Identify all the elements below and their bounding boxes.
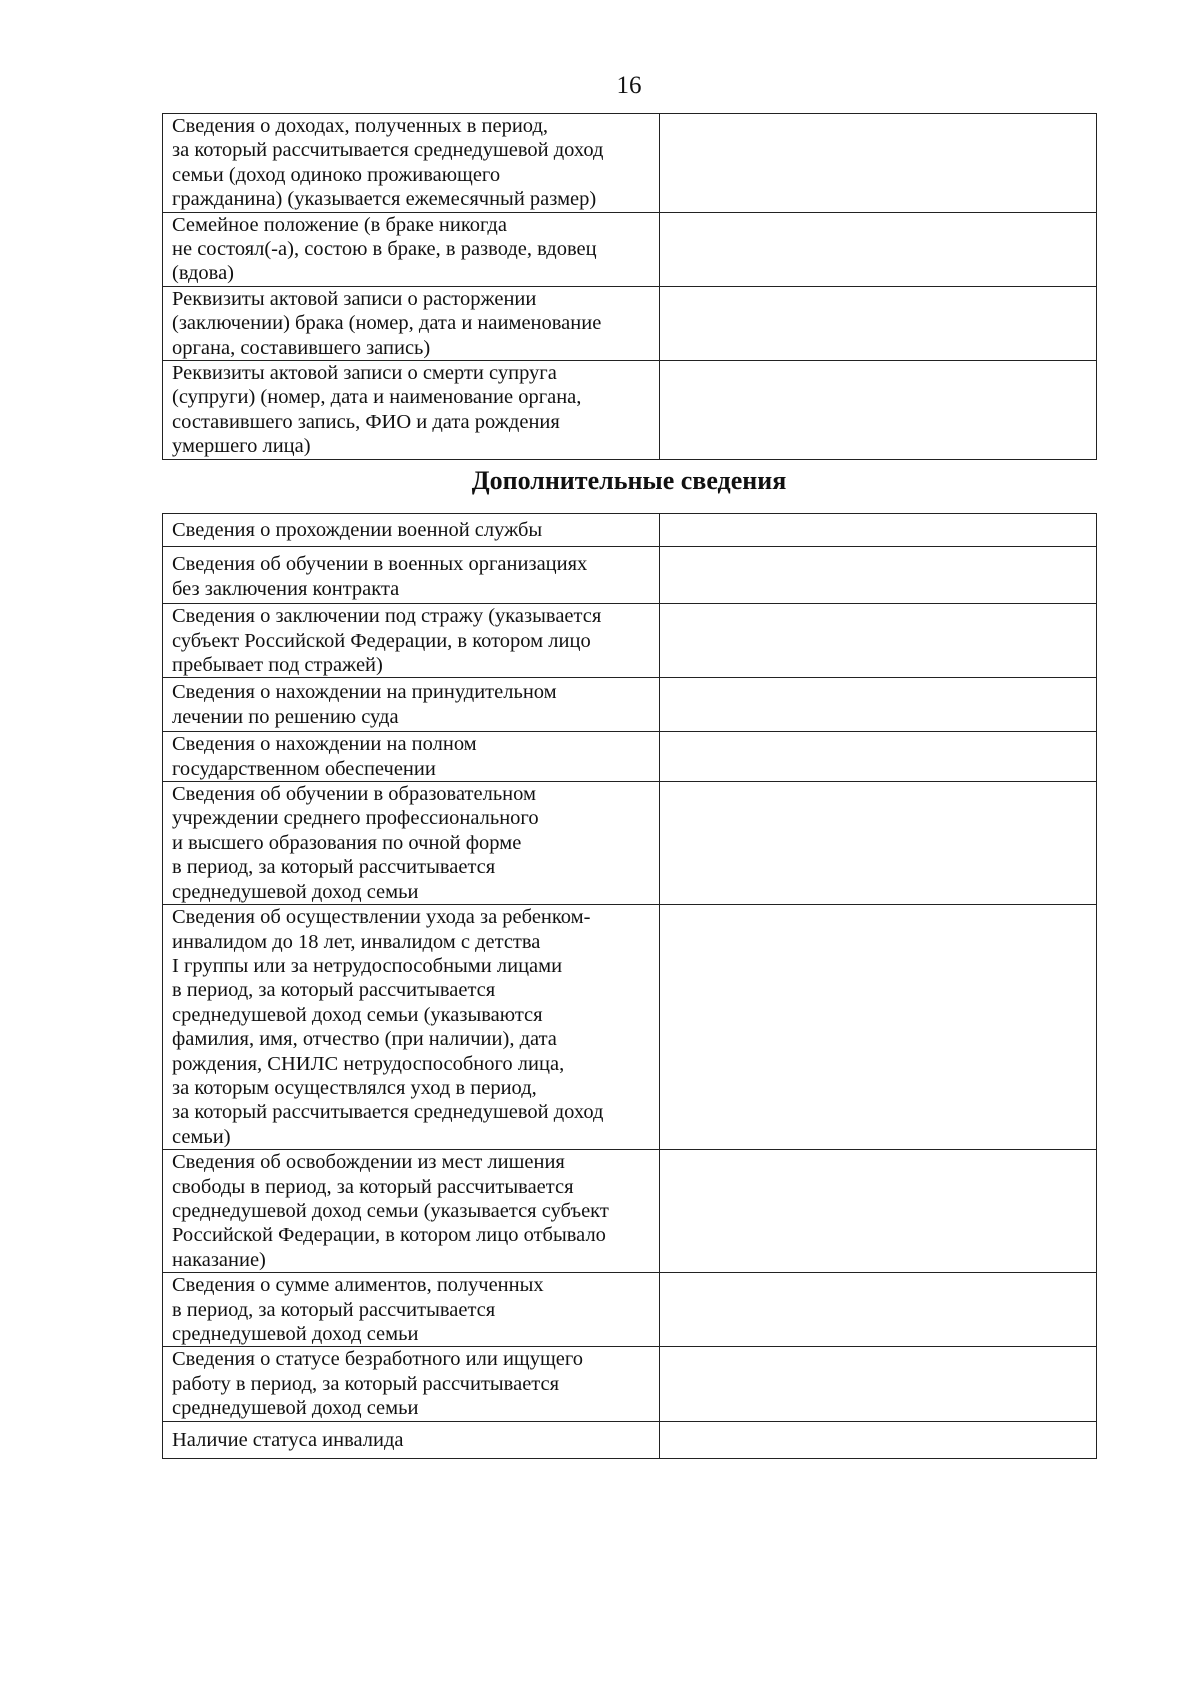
- table-row: [163, 1273, 1097, 1347]
- table-row: [163, 905, 1097, 1150]
- table-row: [163, 286, 1097, 360]
- row-value-disability-status[interactable]: [660, 1421, 1097, 1458]
- row-value-unemployed-status[interactable]: [660, 1347, 1097, 1421]
- row-label-disability-status: Наличие статуса инвалида: [163, 1421, 660, 1458]
- row-value-death-record[interactable]: [660, 361, 1097, 460]
- row-value-custody[interactable]: [660, 604, 1097, 678]
- row-label-military-service: Сведения о прохождении военной службы: [163, 514, 660, 547]
- row-value-alimony[interactable]: [660, 1273, 1097, 1347]
- row-label-custody: Сведения о заключении под стражу (указывается субъект Российской Федерации, в котором лицо пребывает под стражей): [163, 604, 660, 678]
- table-row: [163, 361, 1097, 460]
- page-number: 16: [616, 72, 642, 99]
- row-label-state-support: Сведения о нахождении на полном государственном обеспечении: [163, 732, 660, 782]
- additional-info-table: [162, 513, 1097, 1459]
- table-row: [163, 114, 1097, 213]
- row-value-state-support[interactable]: [660, 732, 1097, 782]
- row-label-alimony: Сведения о сумме алиментов, полученных в период, за который рассчитывается среднедушевой доход семьи: [163, 1273, 660, 1347]
- section-heading: Дополнительные сведения: [471, 466, 787, 495]
- row-label-income: Сведения о доходах, полученных в период, за который рассчитывается среднедушевой доход семьи (доход одиноко проживающего гражданина) (указывается ежемесячный размер): [163, 114, 660, 213]
- row-value-military-education[interactable]: [660, 547, 1097, 604]
- row-label-marriage-record: Реквизиты актовой записи о расторжении (заключении) брака (номер, дата и наименование органа, составившего запись): [163, 286, 660, 360]
- row-value-caregiving[interactable]: [660, 905, 1097, 1150]
- row-value-marital-status[interactable]: [660, 212, 1097, 286]
- table-row: [163, 604, 1097, 678]
- row-label-caregiving: Сведения об осуществлении ухода за ребенком- инвалидом до 18 лет, инвалидом с детства I группы или за нетрудоспособными лицами в период, за который рассчитывается среднедушевой доход семьи (указываются фамилия, имя, отчество (при наличии), дата рождения, СНИЛС нетрудоспособного лица, за которым осуществлялся уход в период, за который рассчитывается среднедушевой доход семьи): [163, 905, 660, 1150]
- row-value-military-service[interactable]: [660, 514, 1097, 547]
- row-label-release-from-prison: Сведения об освобождении из мест лишения свободы в период, за который рассчитывается среднедушевой доход семьи (указывается субъект Российской Федерации, в котором лицо отбывало наказание): [163, 1150, 660, 1273]
- row-label-compulsory-treatment: Сведения о нахождении на принудительном лечении по решению суда: [163, 678, 660, 732]
- table-row: [163, 678, 1097, 732]
- row-label-full-time-study: Сведения об обучении в образовательном учреждении среднего профессионального и высшего образования по очной форме в период, за который рассчитывается среднедушевой доход семьи: [163, 782, 660, 905]
- table-row: [163, 547, 1097, 604]
- income-family-table: [162, 113, 1097, 460]
- row-value-income[interactable]: [660, 114, 1097, 213]
- table-row: [163, 212, 1097, 286]
- row-label-military-education: Сведения об обучении в военных организациях без заключения контракта: [163, 547, 660, 604]
- row-value-compulsory-treatment[interactable]: [660, 678, 1097, 732]
- row-label-unemployed-status: Сведения о статусе безработного или ищущего работу в период, за который рассчитывается среднедушевой доход семьи: [163, 1347, 660, 1421]
- row-label-death-record: Реквизиты актовой записи о смерти супруга (супруги) (номер, дата и наименование органа, составившего запись, ФИО и дата рождения умершего лица): [163, 361, 660, 460]
- row-value-marriage-record[interactable]: [660, 286, 1097, 360]
- table-row: [163, 782, 1097, 905]
- table-row: [163, 732, 1097, 782]
- table-row: [163, 1347, 1097, 1421]
- table-row: [163, 1421, 1097, 1458]
- table-row: [163, 1150, 1097, 1273]
- row-value-release-from-prison[interactable]: [660, 1150, 1097, 1273]
- row-label-marital-status: Семейное положение (в браке никогда не состоял(-а), состою в браке, в разводе, вдовец (вдова): [163, 212, 660, 286]
- row-value-full-time-study[interactable]: [660, 782, 1097, 905]
- table-row: [163, 514, 1097, 547]
